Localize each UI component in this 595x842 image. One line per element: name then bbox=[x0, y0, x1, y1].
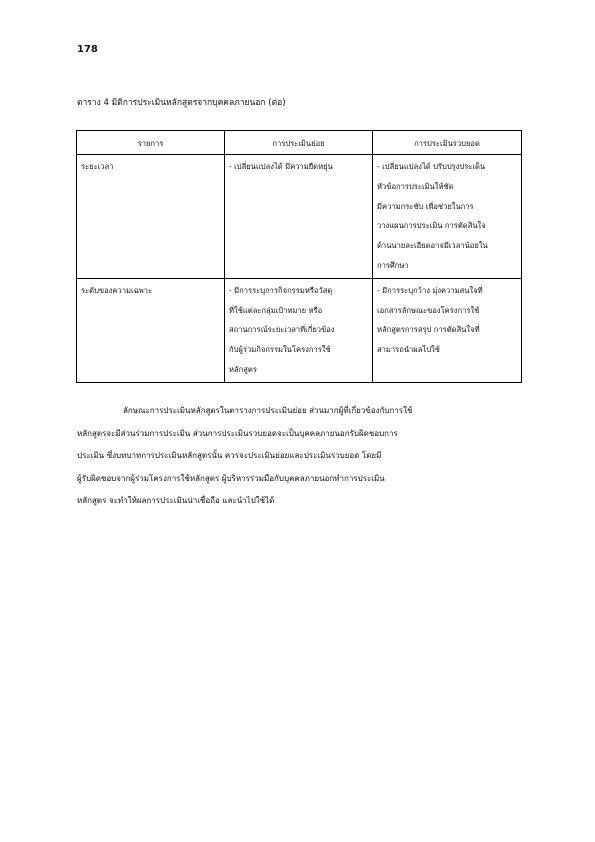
paragraph-line: ผู้รับผิดชอบจากผู้ร่วมโครงการใช้หลักสูตร ผู้บริหารร่วมมือกับบุคคลภายนอกทำการประเมิน bbox=[77, 473, 385, 483]
cell-line: ด้านนายละเอียดอาจมีเวลาน้อยใน bbox=[377, 241, 488, 251]
cell-line: สามารถนำผลไปใช้ bbox=[377, 345, 440, 355]
cell-line: เอกสารลักษณะของโครงการใช้ bbox=[377, 305, 480, 315]
table-row bbox=[77, 155, 522, 279]
table-row bbox=[77, 278, 522, 382]
evaluation-dimensions-table bbox=[76, 130, 522, 383]
cell-line: หลักสูตร bbox=[229, 364, 257, 374]
cell-line: ที่ใช้แต่ละกลุ่มเป้าหมาย หรือ bbox=[229, 305, 323, 315]
header-summative: การประเมินรวบยอด bbox=[373, 131, 522, 155]
table-header-row bbox=[77, 131, 522, 155]
paragraph-line: ประเมิน ซึ่งบทบาทการประเมินหลักสูตรนั้น ควรจะประเมินย่อยและประเมินรวบยอด โดยมี bbox=[77, 451, 382, 460]
cell-line: การศึกษา bbox=[377, 260, 409, 270]
paragraph-line: หลักสูตร จะทำให้ผลการประเมินน่าเชื่อถือ และนำไปใช้ได้ bbox=[77, 496, 275, 505]
header-formative: การประเมินย่อย bbox=[225, 131, 373, 155]
body-paragraph bbox=[77, 400, 522, 513]
cell-line: - มีการระบุการกิจกรรมหรือวัสดุ bbox=[229, 285, 333, 295]
cell-line: หลักสูตรการสรุป การตัดสินใจที่ bbox=[377, 325, 480, 335]
cell-line: วางแผนการประเมิน การตัดสินใจ bbox=[377, 221, 486, 231]
row-item-cell bbox=[77, 155, 225, 279]
paragraph-line: หลักสูตรจะมีส่วนร่วมการประเมิน ส่วนการประเมินรวบยอดจะเป็นบุคคลภายนอกรับผิดชอบการ bbox=[77, 428, 398, 438]
row-item-label: ระยะเวลา bbox=[81, 162, 114, 171]
formative-cell bbox=[225, 155, 373, 279]
summative-cell bbox=[373, 278, 522, 382]
row-item-cell bbox=[77, 278, 225, 382]
cell-line: - เปลี่ยนแปลงได้ ปรับปรุงประเด็น bbox=[377, 162, 486, 171]
header-item: รายการ bbox=[77, 131, 225, 155]
cell-line: - เปลี่ยนแปลงได้ มีความยืดหยุ่น bbox=[229, 162, 333, 171]
paragraph-line: ลักษณะการประเมินหลักสูตรในตารางการประเมินย่อย ส่วนมากผู้ที่เกี่ยวข้องกับการใช้ bbox=[123, 406, 413, 415]
table-caption: ตาราง 4 มิติการประเมินหลักสูตรจากบุคคลภายนอก (ต่อ) bbox=[77, 98, 286, 108]
cell-line: หัวข้อการประเมินให้ชัด bbox=[377, 181, 454, 191]
summative-cell bbox=[373, 155, 522, 279]
row-item-label: ระดับของความเฉพาะ bbox=[81, 285, 153, 295]
cell-line: กับผู้ร่วมกิจกรรมในโครงการใช้ bbox=[229, 345, 331, 355]
cell-line: มีความกระชับ เพื่อช่วยในการ bbox=[377, 201, 474, 211]
cell-line: สถานการณ์ระยะเวลาที่เกี่ยวข้อง bbox=[229, 325, 335, 335]
cell-line: - มีการระบุกว้าง มุ่งความสนใจที่ bbox=[377, 285, 483, 295]
formative-cell bbox=[225, 278, 373, 382]
page-number: 178 bbox=[77, 44, 98, 55]
